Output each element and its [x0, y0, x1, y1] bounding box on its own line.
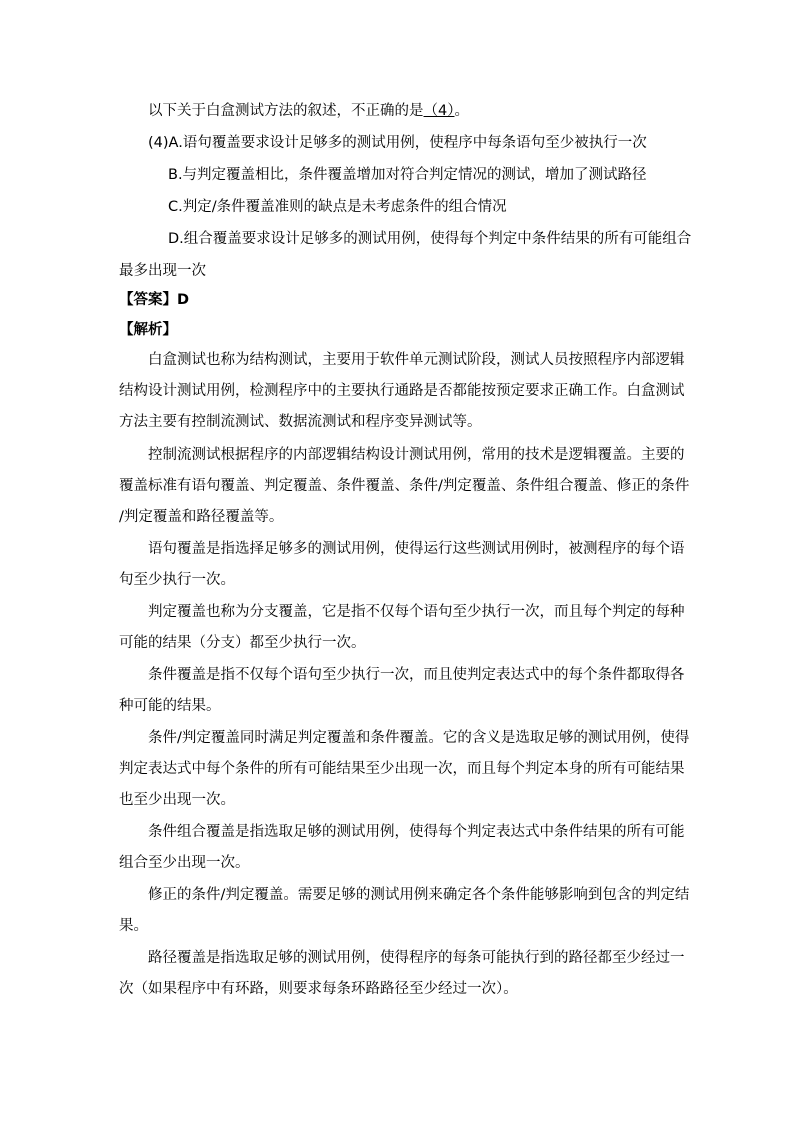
analysis-line: 种可能的结果。 [119, 698, 221, 714]
analysis-line: 条件覆盖是指不仅每个语句至少执行一次，而且使判定表达式中的每个条件都取得各 [148, 667, 685, 683]
analysis-line: 控制流测试根据程序的内部逻辑结构设计测试用例，常用的技术是逻辑覆盖。主要的 [148, 447, 685, 463]
analysis-line: 语句覆盖是指选择足够多的测试用例，使得运行这些测试用例时，被测程序的每个语 [148, 541, 685, 557]
analysis-line: 路径覆盖是指选取足够的测试用例，使得程序的每条可能执行到的路径都至少经过一 [148, 950, 685, 966]
question-stem-text: 以下关于白盒测试方法的叙述，不正确的是 [148, 103, 424, 119]
answer-label: 【答案】D [119, 292, 190, 308]
option-b: B.与判定覆盖相比，条件覆盖增加对符合判定情况的测试，增加了测试路径 [168, 167, 647, 183]
question-stem [148, 101, 469, 121]
analysis-line: 白盒测试也称为结构测试，主要用于软件单元测试阶段，测试人员按照程序内部逻辑 [148, 352, 685, 368]
option-d: D.组合覆盖要求设计足够多的测试用例，使得每个判定中条件结果的所有可能组合 [168, 231, 692, 247]
analysis-line: 条件/判定覆盖同时满足判定覆盖和条件覆盖。它的含义是选取足够的测试用例，使得 [148, 730, 690, 746]
analysis-line: 次（如果程序中有环路，则要求每条环路路径至少经过一次）。 [119, 981, 518, 997]
analysis-line: 结构设计测试用例，检测程序中的主要执行通路是否都能按预定要求正确工作。白盒测试 [119, 383, 685, 399]
analysis-line: 判定表达式中每个条件的所有可能结果至少出现一次，而且每个判定本身的所有可能结果 [119, 761, 685, 777]
analysis-line: 覆盖标准有语句覆盖、判定覆盖、条件覆盖、条件/判定覆盖、条件组合覆盖、修正的条件 [119, 478, 690, 494]
option-d-continuation: 最多出现一次 [119, 263, 206, 279]
analysis-line: 组合至少出现一次。 [119, 855, 250, 871]
analysis-line: 方法主要有控制流测试、数据流测试和程序变异测试等。 [119, 414, 482, 430]
analysis-line: 句至少执行一次。 [119, 572, 235, 588]
analysis-line: 修正的条件/判定覆盖。需要足够的测试用例来确定各个条件能够影响到包含的判定结 [148, 887, 690, 903]
option-a: (4)A.语句覆盖要求设计足够多的测试用例，使程序中每条语句至少被执行一次 [148, 135, 647, 151]
analysis-line: 可能的结果（分支）都至少执行一次。 [119, 635, 366, 651]
analysis-line: 也至少出现一次。 [119, 792, 235, 808]
question-stem-end: 。 [454, 103, 469, 119]
analysis-label: 【解析】 [119, 322, 177, 338]
question-blank: （4） [423, 103, 455, 119]
analysis-line: 果。 [119, 918, 148, 934]
option-c: C.判定/条件覆盖准则的缺点是未考虑条件的组合情况 [168, 199, 507, 215]
analysis-line: /判定覆盖和路径覆盖等。 [119, 509, 284, 525]
analysis-line: 判定覆盖也称为分支覆盖，它是指不仅每个语句至少执行一次，而且每个判定的每种 [148, 604, 685, 620]
analysis-line: 条件组合覆盖是指选取足够的测试用例，使得每个判定表达式中条件结果的所有可能 [148, 824, 685, 840]
